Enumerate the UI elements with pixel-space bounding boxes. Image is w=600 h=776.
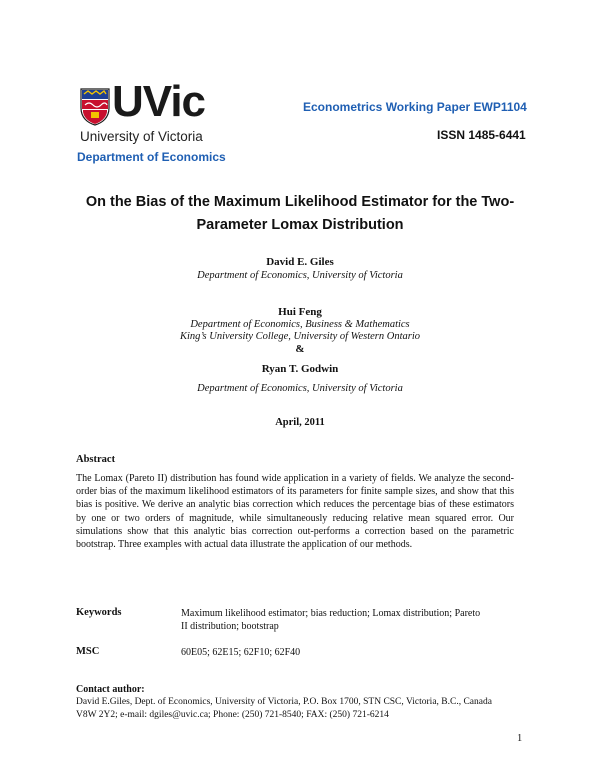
abstract-text: The Lomax (Pareto II) distribution has found wide application in a variety of fields. We analyze the second-order bias of the maximum likelihood estimators of its parameters for finite sample sizes, and show that this bias is positive. We derive an analytic bias correction which reduces the percentage bias of these estimators by one or two orders of magnitude, while simultaneously reducing relative mean squared error. Our simulations show that this analytic bias correction out-performs a correction based on the parametric bootstrap. Three examples with actual data illustrate the application of our methods. bbox=[76, 473, 514, 551]
keywords-line-2: II distribution; bootstrap bbox=[181, 621, 279, 632]
author-name: Hui Feng bbox=[278, 306, 322, 318]
msc-value: 60E05; 62E15; 62F10; 62F40 bbox=[181, 647, 301, 658]
author-affiliation: Department of Economics, University of Victoria bbox=[197, 270, 403, 281]
university-name: University of Victoria bbox=[80, 129, 203, 144]
ampersand: & bbox=[295, 343, 305, 355]
author-affiliation: Department of Economics, University of Victoria bbox=[197, 383, 403, 394]
page-number: 1 bbox=[517, 733, 523, 744]
title-line-1: On the Bias of the Maximum Likelihood Estimator for the Two- bbox=[85, 194, 515, 210]
msc-label: MSC bbox=[76, 646, 100, 657]
working-paper-number: Econometrics Working Paper EWP1104 bbox=[303, 100, 527, 114]
keywords-label: Keywords bbox=[76, 607, 122, 618]
department-name: Department of Economics bbox=[77, 150, 226, 164]
contact-details bbox=[76, 696, 516, 721]
uvic-wordmark: UVic bbox=[112, 77, 206, 126]
keywords-line-1: Maximum likelihood estimator; bias reduction; Lomax distribution; Pareto bbox=[181, 608, 481, 619]
title-line-2: Parameter Lomax Distribution bbox=[196, 217, 404, 233]
author-affiliation: King’s University College, University of Western Ontario bbox=[179, 331, 421, 342]
paper-title bbox=[60, 191, 540, 237]
author-name: David E. Giles bbox=[266, 256, 334, 268]
issn: ISSN 1485-6441 bbox=[437, 128, 526, 142]
uvic-shield-icon bbox=[80, 88, 110, 126]
abstract-heading: Abstract bbox=[76, 454, 116, 465]
author-affiliation: Department of Economics, Business & Mathematics bbox=[190, 319, 410, 330]
publication-date: April, 2011 bbox=[275, 417, 325, 428]
keywords-value bbox=[181, 607, 516, 633]
author-name: Ryan T. Godwin bbox=[261, 363, 339, 375]
contact-line-1: David E.Giles, Dept. of Economics, University of Victoria, P.O. Box 1700, STN CSC, Victoria, B.C., Canada bbox=[76, 697, 492, 707]
contact-line-2: V8W 2Y2; e-mail: dgiles@uvic.ca; Phone: (250) 721-8540; FAX: (250) 721-6214 bbox=[76, 709, 389, 720]
uvic-logo bbox=[80, 77, 220, 148]
contact-heading: Contact author: bbox=[76, 684, 145, 695]
